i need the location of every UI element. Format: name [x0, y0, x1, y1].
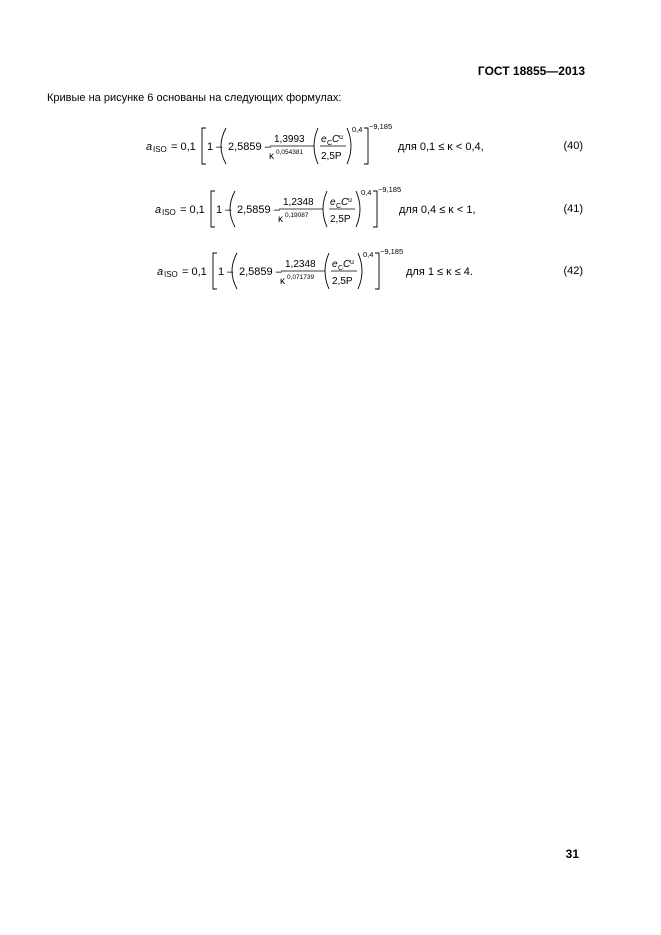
outer-exponent: −9,185 [369, 122, 393, 131]
formula-kappa: κ [280, 276, 285, 287]
open-square-bracket [211, 191, 215, 227]
formula-number: (41) [563, 203, 583, 215]
close-square-bracket [364, 128, 368, 164]
frac-e: e [321, 134, 327, 145]
formula-lhs: a [155, 204, 162, 216]
formula-kappa: κ [278, 214, 283, 225]
open-square-bracket [213, 253, 217, 289]
formula-lhs: a [157, 266, 164, 278]
formula-lhs-subscript: ISO [153, 145, 167, 154]
formula-one-minus: 1 – [218, 266, 234, 278]
formula-constant: 2,5859 – [239, 266, 282, 278]
formula-condition: для 0,4 ≤ κ < 1, [399, 204, 476, 216]
formula-kappa-exponent: 0,071739 [287, 274, 315, 281]
formula-40 [0, 120, 661, 170]
close-square-bracket [373, 191, 377, 227]
formula-41 [0, 183, 661, 233]
intro-text: Кривые на рисунке 6 основаны на следующих формулах: [47, 92, 342, 104]
formula-number: (40) [563, 140, 583, 152]
frac-c-subscript: u [348, 197, 352, 204]
frac-c: C [332, 134, 340, 145]
frac-denominator: 2,5P [321, 151, 342, 162]
formula-numerator: 1,3993 [274, 134, 305, 145]
formula-equals-coefficient: = 0,1 [180, 204, 205, 216]
frac-e-subscript: C [327, 140, 333, 147]
formula-lhs: a [146, 141, 153, 153]
inner-close-paren [347, 128, 351, 164]
formula-svg [0, 245, 661, 295]
frac-denominator: 2,5P [330, 214, 351, 225]
inner-exponent: 0,4 [361, 188, 372, 197]
formula-kappa-exponent: 0,19087 [285, 212, 309, 219]
page-number: 31 [565, 847, 579, 861]
frac-e: e [332, 259, 338, 270]
formula-kappa-exponent: 0,054381 [276, 149, 304, 156]
frac-denominator: 2,5P [332, 276, 353, 287]
formula-lhs-subscript: ISO [164, 270, 178, 279]
frac-e-subscript: C [336, 203, 342, 210]
formula-condition: для 1 ≤ κ ≤ 4. [406, 266, 473, 278]
frac-e: e [330, 197, 336, 208]
formula-numerator: 1,2348 [283, 197, 314, 208]
frac-c-subscript: u [339, 134, 343, 141]
formula-svg [0, 183, 661, 233]
formula-42 [0, 245, 661, 295]
inner-open-paren [323, 191, 327, 227]
formula-svg [0, 120, 661, 170]
inner-exponent: 0,4 [363, 250, 374, 259]
frac-c-subscript: u [350, 259, 354, 266]
formula-kappa: κ [269, 151, 274, 162]
formula-constant: 2,5859 – [228, 141, 271, 153]
inner-open-paren [314, 128, 318, 164]
formula-lhs-subscript: ISO [162, 208, 176, 217]
formula-equals-coefficient: = 0,1 [171, 141, 196, 153]
inner-close-paren [356, 191, 360, 227]
outer-exponent: −9,185 [380, 247, 404, 256]
outer-exponent: −9,185 [378, 185, 402, 194]
formula-constant: 2,5859 – [237, 204, 280, 216]
inner-open-paren [325, 253, 329, 289]
formula-one-minus: 1 – [207, 141, 223, 153]
formula-equals-coefficient: = 0,1 [182, 266, 207, 278]
inner-exponent: 0,4 [352, 125, 363, 134]
frac-c: C [341, 197, 349, 208]
close-square-bracket [375, 253, 379, 289]
formula-numerator: 1,2348 [285, 259, 316, 270]
open-square-bracket [202, 128, 206, 164]
formula-one-minus: 1 – [216, 204, 232, 216]
inner-close-paren [358, 253, 362, 289]
formula-number: (42) [563, 265, 583, 277]
frac-c: C [343, 259, 351, 270]
document-header-standard: ГОСТ 18855—2013 [477, 64, 585, 78]
frac-e-subscript: C [338, 265, 344, 272]
formula-condition: для 0,1 ≤ κ < 0,4, [398, 141, 484, 153]
